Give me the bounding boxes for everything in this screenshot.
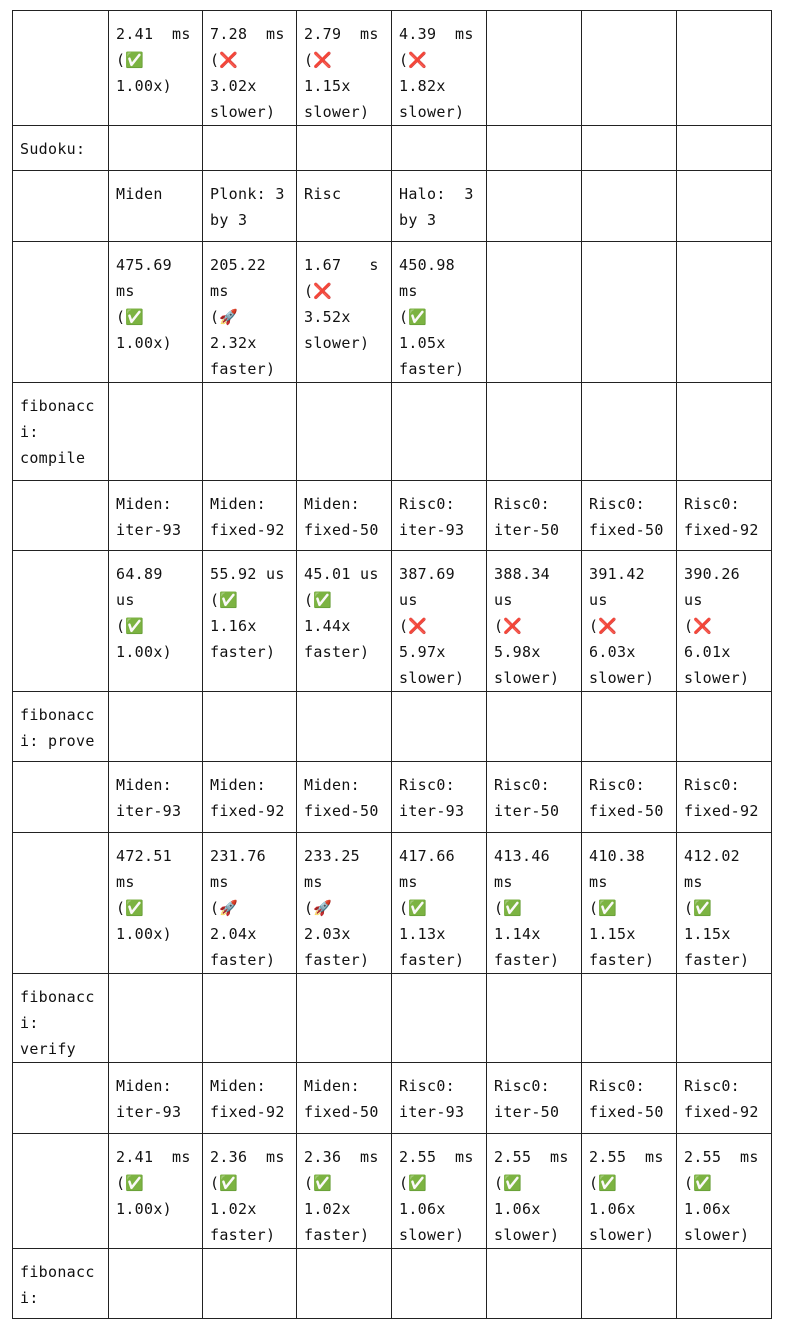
table-cell bbox=[13, 383, 109, 481]
table-cell bbox=[487, 171, 582, 242]
table-cell bbox=[392, 974, 487, 1063]
table-cell bbox=[297, 692, 392, 762]
cell-text: 55.92 us (✅ 1.16x faster) bbox=[210, 565, 285, 661]
table-cell bbox=[203, 1249, 297, 1319]
cell-text: fibonacc i: bbox=[20, 1263, 95, 1307]
cell-text: Risc0: iter-93 bbox=[399, 1077, 465, 1121]
cell-text: Risc0: fixed-50 bbox=[589, 495, 664, 539]
cell-text: Miden: fixed-50 bbox=[304, 495, 379, 539]
table-cell bbox=[13, 1063, 109, 1134]
table-cell bbox=[392, 551, 487, 692]
table-cell bbox=[297, 974, 392, 1063]
cell-text: Miden: fixed-92 bbox=[210, 776, 285, 820]
cell-text: 2.41 ms (✅ 1.00x) bbox=[116, 25, 191, 95]
cell-text: 413.46 ms (✅ 1.14x faster) bbox=[494, 847, 560, 969]
cell-text: 387.69 us (❌ 5.97x slower) bbox=[399, 565, 465, 687]
cell-text: Risc0: iter-50 bbox=[494, 495, 560, 539]
cell-text: 2.41 ms (✅ 1.00x) bbox=[116, 1148, 191, 1218]
table-cell bbox=[487, 551, 582, 692]
table-cell bbox=[297, 762, 392, 833]
table-cell bbox=[677, 126, 772, 171]
table-cell bbox=[203, 11, 297, 126]
table-cell bbox=[487, 11, 582, 126]
table-cell bbox=[297, 11, 392, 126]
table-cell bbox=[582, 1134, 677, 1249]
table-cell bbox=[203, 551, 297, 692]
table-row bbox=[13, 481, 772, 551]
table-cell bbox=[13, 242, 109, 383]
table-cell bbox=[297, 171, 392, 242]
cell-text: Miden: fixed-92 bbox=[210, 495, 285, 539]
table-row bbox=[13, 833, 772, 974]
table-cell bbox=[297, 1063, 392, 1134]
cell-text: Risc0: fixed-92 bbox=[684, 1077, 759, 1121]
cell-text: 2.36 ms (✅ 1.02x faster) bbox=[304, 1148, 379, 1244]
table-row bbox=[13, 974, 772, 1063]
cell-text: Risc0: fixed-92 bbox=[684, 495, 759, 539]
table-row bbox=[13, 11, 772, 126]
cell-text: fibonacc i: prove bbox=[20, 706, 95, 750]
table-cell bbox=[392, 1249, 487, 1319]
table-cell bbox=[392, 11, 487, 126]
table-cell bbox=[487, 1063, 582, 1134]
table-cell bbox=[487, 762, 582, 833]
cell-text: Miden: fixed-92 bbox=[210, 1077, 285, 1121]
table-cell bbox=[203, 762, 297, 833]
table-cell bbox=[582, 1249, 677, 1319]
table-cell bbox=[582, 974, 677, 1063]
table-cell bbox=[203, 481, 297, 551]
cell-text: 2.55 ms (✅ 1.06x slower) bbox=[684, 1148, 759, 1244]
table-cell bbox=[109, 551, 203, 692]
table-cell bbox=[109, 974, 203, 1063]
table-cell bbox=[109, 126, 203, 171]
table-cell bbox=[487, 1249, 582, 1319]
cell-text: Halo: 3 by 3 bbox=[399, 185, 474, 229]
cell-text: 233.25 ms (🚀 2.03x faster) bbox=[304, 847, 370, 969]
table-cell bbox=[203, 126, 297, 171]
cell-text: 7.28 ms (❌ 3.02x slower) bbox=[210, 25, 285, 121]
table-cell bbox=[392, 481, 487, 551]
table-cell bbox=[297, 1134, 392, 1249]
table-cell bbox=[297, 126, 392, 171]
cell-text: 475.69 ms (✅ 1.00x) bbox=[116, 256, 172, 352]
cell-text: Risc0: iter-50 bbox=[494, 776, 560, 820]
cell-text: 390.26 us (❌ 6.01x slower) bbox=[684, 565, 750, 687]
table-cell bbox=[392, 171, 487, 242]
table-row bbox=[13, 1249, 772, 1319]
table-cell bbox=[392, 692, 487, 762]
benchmark-table bbox=[12, 10, 772, 1319]
table-cell bbox=[13, 126, 109, 171]
cell-text: 45.01 us (✅ 1.44x faster) bbox=[304, 565, 379, 661]
cell-text: Miden: fixed-50 bbox=[304, 776, 379, 820]
cell-text: Risc0: iter-93 bbox=[399, 776, 465, 820]
table-cell bbox=[677, 1063, 772, 1134]
table-cell bbox=[677, 11, 772, 126]
table-cell bbox=[13, 171, 109, 242]
cell-text: 64.89 us (✅ 1.00x) bbox=[116, 565, 172, 661]
table-cell bbox=[203, 692, 297, 762]
table-cell bbox=[582, 833, 677, 974]
table-cell bbox=[487, 481, 582, 551]
table-cell bbox=[582, 551, 677, 692]
table-cell bbox=[392, 1063, 487, 1134]
cell-text: 205.22 ms (🚀 2.32x faster) bbox=[210, 256, 276, 378]
table-cell bbox=[13, 551, 109, 692]
table-cell bbox=[13, 833, 109, 974]
table-cell bbox=[582, 383, 677, 481]
cell-text: Miden bbox=[116, 185, 163, 203]
cell-text: Risc0: iter-50 bbox=[494, 1077, 560, 1121]
cell-text: Miden: iter-93 bbox=[116, 495, 182, 539]
table-cell bbox=[677, 171, 772, 242]
cell-text: 1.67 s (❌ 3.52x slower) bbox=[304, 256, 379, 352]
cell-text: Risc0: fixed-92 bbox=[684, 776, 759, 820]
table-cell bbox=[392, 126, 487, 171]
cell-text: 450.98 ms (✅ 1.05x faster) bbox=[399, 256, 465, 378]
cell-text: Risc0: fixed-50 bbox=[589, 776, 664, 820]
cell-text: 388.34 us (❌ 5.98x slower) bbox=[494, 565, 560, 687]
cell-text: fibonacc i: compile bbox=[20, 397, 95, 467]
table-cell bbox=[203, 171, 297, 242]
cell-text: 410.38 ms (✅ 1.15x faster) bbox=[589, 847, 655, 969]
table-cell bbox=[677, 551, 772, 692]
cell-text: 2.79 ms (❌ 1.15x slower) bbox=[304, 25, 379, 121]
table-cell bbox=[392, 383, 487, 481]
table-cell bbox=[677, 833, 772, 974]
table-cell bbox=[487, 1134, 582, 1249]
table-cell bbox=[392, 833, 487, 974]
table-cell bbox=[109, 383, 203, 481]
cell-text: 417.66 ms (✅ 1.13x faster) bbox=[399, 847, 465, 969]
table-cell bbox=[582, 171, 677, 242]
table-cell bbox=[582, 1063, 677, 1134]
table-cell bbox=[487, 242, 582, 383]
table-cell bbox=[582, 481, 677, 551]
cell-text: Risc bbox=[304, 185, 342, 203]
table-cell bbox=[677, 481, 772, 551]
table-body bbox=[13, 11, 772, 1319]
table-cell bbox=[487, 692, 582, 762]
cell-text: 231.76 ms (🚀 2.04x faster) bbox=[210, 847, 276, 969]
table-cell bbox=[109, 1134, 203, 1249]
table-cell bbox=[487, 833, 582, 974]
table-cell bbox=[203, 833, 297, 974]
cell-text: Miden: fixed-50 bbox=[304, 1077, 379, 1121]
table-cell bbox=[203, 242, 297, 383]
table-cell bbox=[582, 11, 677, 126]
table-cell bbox=[677, 692, 772, 762]
cell-text: 2.36 ms (✅ 1.02x faster) bbox=[210, 1148, 285, 1244]
table-cell bbox=[13, 974, 109, 1063]
table-row bbox=[13, 551, 772, 692]
table-row bbox=[13, 171, 772, 242]
table-row bbox=[13, 762, 772, 833]
cell-text: Plonk: 3 by 3 bbox=[210, 185, 285, 229]
table-cell bbox=[203, 974, 297, 1063]
cell-text: 4.39 ms (❌ 1.82x slower) bbox=[399, 25, 474, 121]
table-cell bbox=[109, 171, 203, 242]
table-cell bbox=[392, 242, 487, 383]
table-cell bbox=[487, 126, 582, 171]
table-cell bbox=[109, 481, 203, 551]
table-cell bbox=[13, 481, 109, 551]
table-cell bbox=[487, 383, 582, 481]
table-cell bbox=[203, 1134, 297, 1249]
table-cell bbox=[677, 1134, 772, 1249]
table-cell bbox=[13, 1134, 109, 1249]
table-cell bbox=[109, 242, 203, 383]
table-row bbox=[13, 692, 772, 762]
table-row bbox=[13, 1063, 772, 1134]
cell-text: Miden: iter-93 bbox=[116, 776, 182, 820]
cell-text: 2.55 ms (✅ 1.06x slower) bbox=[494, 1148, 569, 1244]
table-cell bbox=[297, 551, 392, 692]
table-cell bbox=[109, 11, 203, 126]
table-row bbox=[13, 383, 772, 481]
table-cell bbox=[203, 383, 297, 481]
cell-text: fibonacc i: verify bbox=[20, 988, 95, 1058]
table-cell bbox=[677, 242, 772, 383]
table-cell bbox=[13, 11, 109, 126]
table-cell bbox=[297, 833, 392, 974]
table-cell bbox=[392, 1134, 487, 1249]
cell-text: Risc0: fixed-50 bbox=[589, 1077, 664, 1121]
table-cell bbox=[392, 762, 487, 833]
table-cell bbox=[109, 833, 203, 974]
table-cell bbox=[677, 762, 772, 833]
table-cell bbox=[13, 692, 109, 762]
cell-text: Risc0: iter-93 bbox=[399, 495, 465, 539]
table-cell bbox=[297, 242, 392, 383]
cell-text: 412.02 ms (✅ 1.15x faster) bbox=[684, 847, 750, 969]
table-cell bbox=[582, 762, 677, 833]
table-cell bbox=[582, 126, 677, 171]
table-cell bbox=[109, 762, 203, 833]
table-cell bbox=[677, 383, 772, 481]
table-cell bbox=[13, 762, 109, 833]
table-cell bbox=[582, 242, 677, 383]
table-row bbox=[13, 242, 772, 383]
cell-text: 391.42 us (❌ 6.03x slower) bbox=[589, 565, 655, 687]
table-cell bbox=[203, 1063, 297, 1134]
table-cell bbox=[677, 974, 772, 1063]
table-cell bbox=[297, 481, 392, 551]
table-cell bbox=[109, 1063, 203, 1134]
cell-text: 2.55 ms (✅ 1.06x slower) bbox=[399, 1148, 474, 1244]
cell-text: Miden: iter-93 bbox=[116, 1077, 182, 1121]
table-cell bbox=[297, 1249, 392, 1319]
table-row bbox=[13, 1134, 772, 1249]
cell-text: 2.55 ms (✅ 1.06x slower) bbox=[589, 1148, 664, 1244]
table-cell bbox=[582, 692, 677, 762]
table-cell bbox=[487, 974, 582, 1063]
table-row bbox=[13, 126, 772, 171]
table-cell bbox=[109, 692, 203, 762]
table-cell bbox=[109, 1249, 203, 1319]
table-cell bbox=[677, 1249, 772, 1319]
cell-text: 472.51 ms (✅ 1.00x) bbox=[116, 847, 172, 943]
cell-text: Sudoku: bbox=[20, 140, 86, 158]
table-cell bbox=[13, 1249, 109, 1319]
table-cell bbox=[297, 383, 392, 481]
